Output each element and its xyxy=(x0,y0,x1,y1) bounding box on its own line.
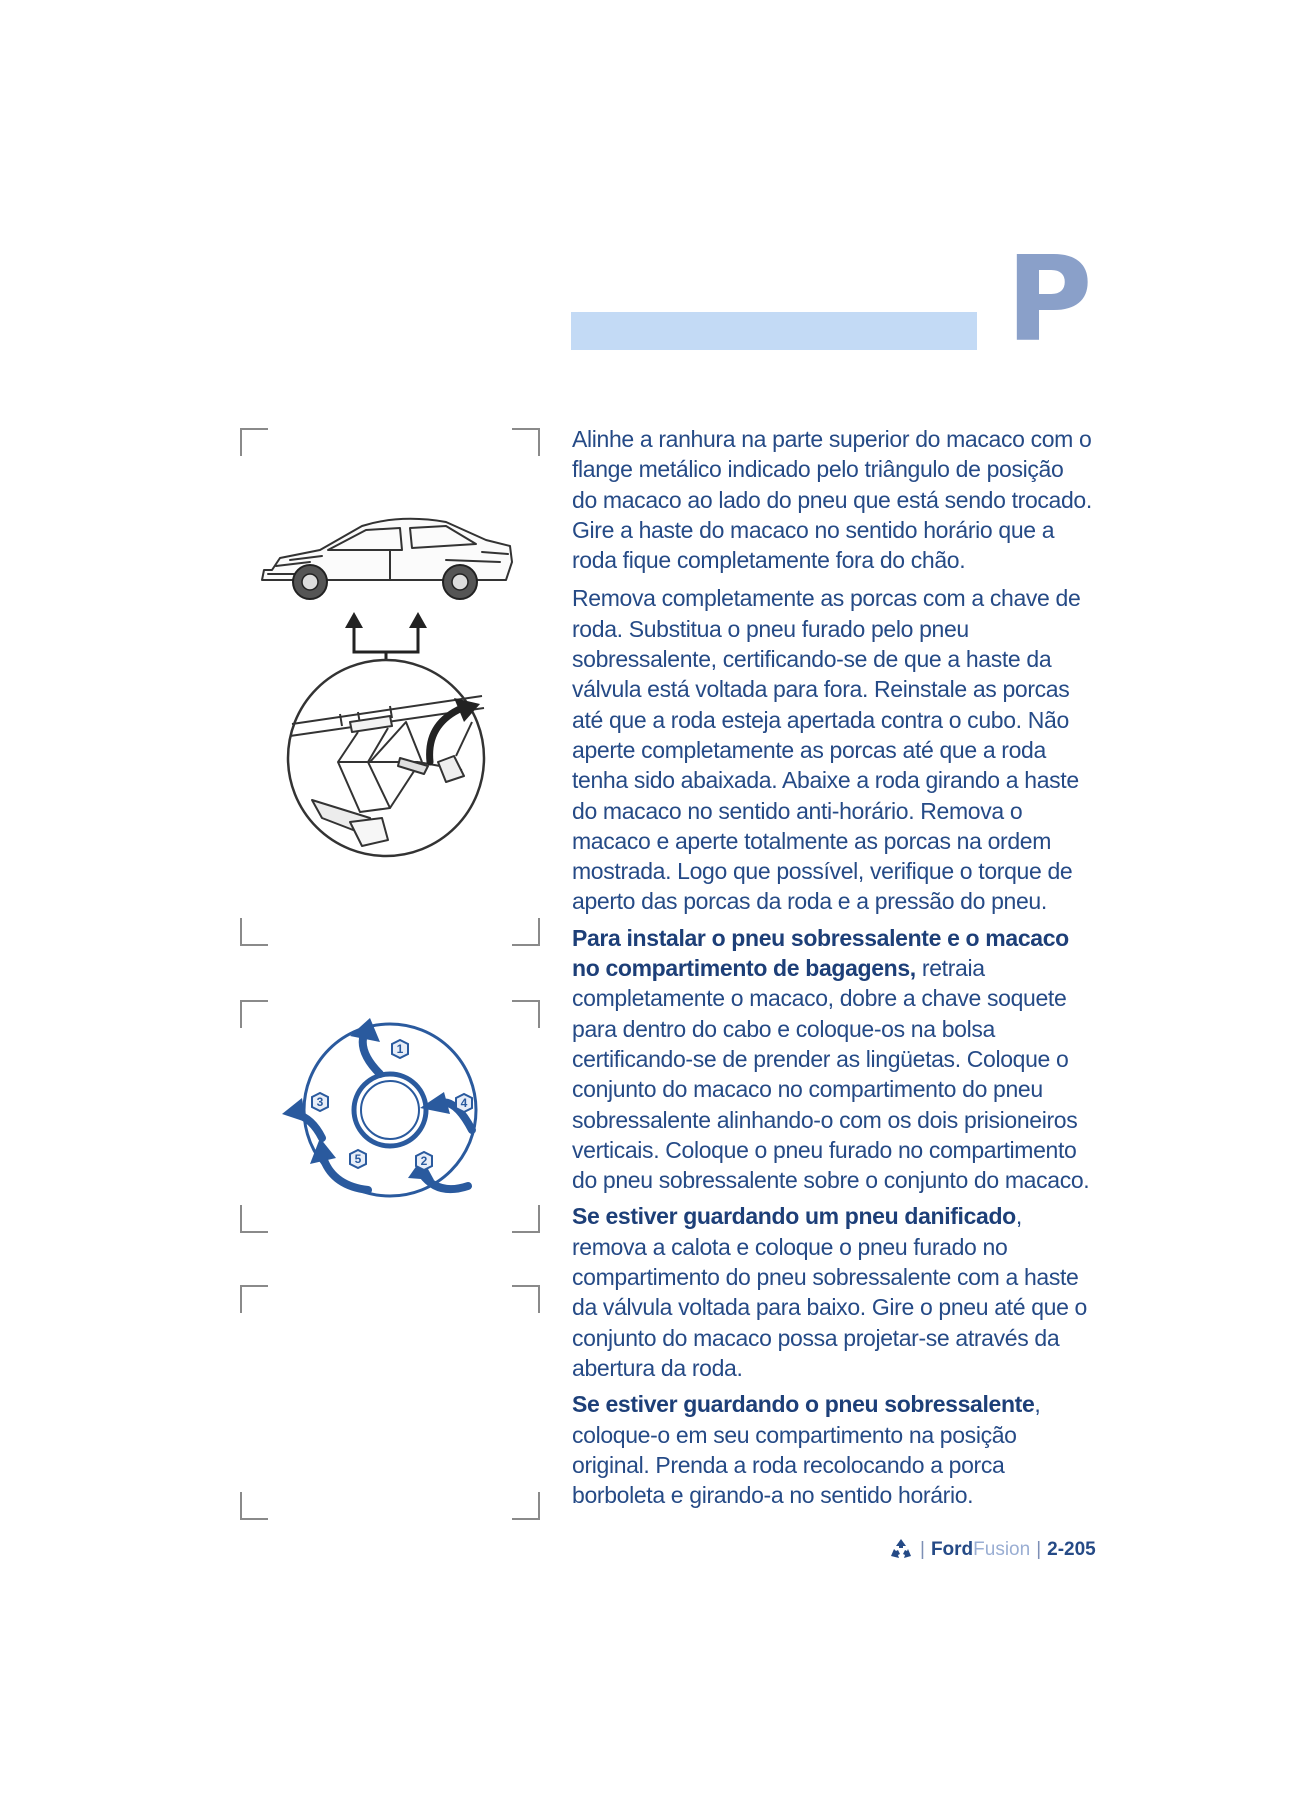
car-jack-illustration xyxy=(250,500,530,860)
section-header-bar xyxy=(571,312,977,350)
crop-mark xyxy=(240,918,268,946)
instructions-text xyxy=(572,424,1092,1516)
crop-mark xyxy=(512,1285,540,1313)
paragraph-heading: Se estiver guardando um pneu danificado xyxy=(572,1203,1016,1230)
paragraph-stow-spare-tire: Se estiver guardando o pneu sobressalente, coloque-o em seu compartimento na posição original. Prenda a roda recolocando a porca borboleta e girando-a no sentido horário. xyxy=(572,1391,1041,1509)
crop-mark xyxy=(512,1492,540,1520)
page-number: 2-205 xyxy=(1047,1539,1096,1560)
crop-mark xyxy=(240,1205,268,1233)
crop-mark xyxy=(240,1285,268,1313)
paragraph-heading: Se estiver guardando o pneu sobressalente xyxy=(572,1391,1035,1418)
crop-mark xyxy=(240,1492,268,1520)
crop-mark xyxy=(240,428,268,456)
crop-mark xyxy=(512,428,540,456)
brand-fusion: Fusion xyxy=(973,1539,1031,1560)
crop-mark xyxy=(512,1000,540,1028)
lug-number-5: 5 xyxy=(354,1152,362,1166)
paragraph-stow-damaged-tire: Se estiver guardando um pneu danificado, remova a calota e coloque o pneu furado no compartimento do pneu sobressalente com a haste da válvula voltada para baixo. Gire o pneu até que o conjunto do macaco possa projetar-se através da abertura da roda. xyxy=(572,1203,1088,1381)
footer-separator: | xyxy=(920,1539,925,1560)
paragraph-heading: Para instalar o pneu sobressalente e o macaco no compartimento de bagagens, xyxy=(572,924,1069,982)
lug-number-3: 3 xyxy=(316,1095,324,1109)
lug-number-1: 1 xyxy=(396,1042,404,1056)
paragraph-align-jack: Alinhe a ranhura na parte superior do macaco com o flange metálico indicado pelo triângulo de posição do macaco ao lado do pneu que está sendo trocado. Gire a haste do macaco no sentido horário que a roda fique completamente fora do chão. xyxy=(572,426,1092,574)
section-letter: P xyxy=(1006,230,1093,368)
page-footer xyxy=(888,1534,1096,1566)
crop-mark xyxy=(240,1000,268,1028)
footer-separator: | xyxy=(1036,1539,1042,1560)
recycle-icon xyxy=(888,1537,914,1563)
brand-ford: Ford xyxy=(930,1539,974,1560)
crop-mark xyxy=(512,1205,540,1233)
paragraph-stow-spare-jack: Para instalar o pneu sobressalente e o macaco no compartimento de bagagens, retraia completamente o macaco, dobre a chave soquete para dentro do cabo e coloque-os na bolsa certificando-se de prender as lingüetas. Coloque o conjunto do macaco no compartimento do pneu sobressalente alinhando-o com os dois prisioneiros verticais. Coloque o pneu furado no compartimento do pneu sobressalente sobre o conjunto do macaco. xyxy=(572,924,1090,1194)
lug-number-4: 4 xyxy=(460,1096,468,1110)
lug-number-2: 2 xyxy=(420,1154,428,1168)
lug-nut-order-diagram xyxy=(272,1010,512,1210)
paragraph-replace-tire: Remova completamente as porcas com a chave de roda. Substitua o pneu furado pelo pneu sobressalente, certificando-se de que a haste da válvula está voltada para fora. Reinstale as porcas até que a roda esteja apertada contra o cubo. Não aperte completamente as porcas até que a roda tenha sido abaixada. Abaixe a roda girando a haste do macaco no sentido anti-horário. Remova o macaco e aperte totalmente as porcas na ordem mostrada. Logo que possível, verifique o torque de aperto das porcas da roda e a pressão do pneu. xyxy=(572,585,1081,915)
crop-mark xyxy=(512,918,540,946)
